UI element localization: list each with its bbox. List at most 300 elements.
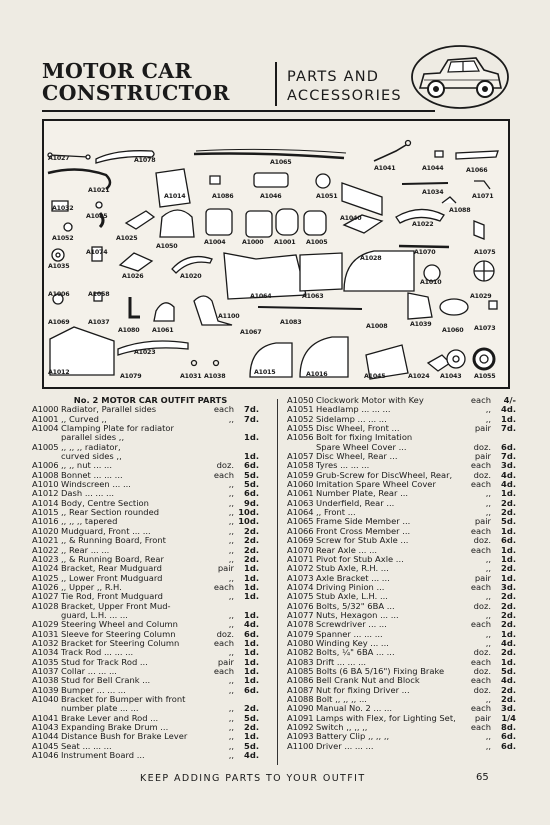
part-unit: doz. bbox=[473, 469, 491, 480]
part-unit: doz. bbox=[473, 684, 491, 695]
part-price: 7d. bbox=[244, 404, 259, 415]
part-unit: ,, bbox=[485, 609, 491, 620]
part-code: A1034 bbox=[32, 647, 59, 658]
part-code: A1026 bbox=[32, 581, 59, 592]
part-price: 6d. bbox=[501, 535, 516, 546]
part-price: 1d. bbox=[244, 675, 259, 686]
part-price: 6d. bbox=[501, 441, 516, 452]
parts-column-left bbox=[32, 396, 259, 760]
part-label: A1040 bbox=[340, 215, 362, 222]
part-code: A1083 bbox=[287, 656, 314, 667]
part-description: Driver ... ... ... bbox=[316, 740, 374, 751]
part-code: A1060 bbox=[287, 479, 314, 490]
part-code: A1086 bbox=[287, 675, 314, 686]
part-code: A1066 bbox=[287, 525, 314, 536]
part-code: A1008 bbox=[32, 469, 59, 480]
part-label: A1052 bbox=[52, 235, 74, 242]
parts-column-right bbox=[287, 396, 516, 751]
part-price: 2d. bbox=[501, 619, 516, 630]
part-price: 1d. bbox=[244, 451, 259, 462]
part-description: guard, L.H. ... ... bbox=[61, 609, 128, 620]
part-unit: ,, bbox=[485, 628, 491, 639]
part-code: A1012 bbox=[32, 488, 59, 499]
part-label: A1028 bbox=[360, 255, 382, 262]
part-price: 1d. bbox=[244, 572, 259, 583]
part-unit: ,, bbox=[485, 413, 491, 424]
part-label: A1025 bbox=[116, 235, 138, 242]
part-label: A1066 bbox=[466, 167, 488, 174]
part-code: A1072 bbox=[287, 563, 314, 574]
part-code: A1057 bbox=[287, 451, 314, 462]
part-description: Bonnet ... ... ... bbox=[61, 469, 123, 480]
part-label: A1055 bbox=[474, 373, 496, 380]
part-description: Sleeve for Steering Column bbox=[61, 628, 176, 639]
part-price: 1d. bbox=[501, 553, 516, 564]
part-unit: ,, bbox=[485, 553, 491, 564]
part-unit: doz. bbox=[216, 460, 234, 471]
part-price: 1d. bbox=[501, 572, 516, 583]
part-description: ,, Rear ... ... bbox=[61, 544, 110, 555]
part-description: Expanding Brake Drum ... bbox=[61, 722, 169, 733]
part-unit: ,, bbox=[228, 544, 234, 555]
part-unit: each bbox=[470, 479, 491, 490]
part-unit: pair bbox=[217, 656, 234, 667]
part-unit: pair bbox=[474, 451, 491, 462]
parts-illustration bbox=[42, 119, 510, 389]
part-price: 1d. bbox=[244, 656, 259, 667]
part-label: A1034 bbox=[422, 189, 444, 196]
part-description: Distance Bush for Brake Lever bbox=[61, 731, 188, 742]
part-unit: doz. bbox=[473, 665, 491, 676]
part-description: Screw for Stub Axle ... bbox=[316, 535, 409, 546]
part-code: A1031 bbox=[32, 628, 59, 639]
part-label: A1004 bbox=[204, 239, 226, 246]
part-description: Track Rod ... ... ... bbox=[61, 647, 134, 658]
part-code: A1073 bbox=[287, 572, 314, 583]
part-description: Tyres ... ... ... bbox=[316, 460, 370, 471]
subtitle-line-1: PARTS AND bbox=[287, 69, 380, 85]
part-description: Imitation Spare Wheel Cover bbox=[316, 479, 436, 490]
part-unit: doz. bbox=[473, 647, 491, 658]
part-description: Collar ... ... ... bbox=[61, 665, 117, 676]
part-price: 1d. bbox=[244, 581, 259, 592]
part-price: 2d. bbox=[501, 600, 516, 611]
part-price: 5d. bbox=[244, 712, 259, 723]
part-unit: ,, bbox=[228, 712, 234, 723]
part-unit: ,, bbox=[228, 497, 234, 508]
part-unit: ,, bbox=[228, 507, 234, 518]
part-price: 4d. bbox=[501, 479, 516, 490]
part-label: A1063 bbox=[302, 293, 324, 300]
part-description: Winding Key ... ... bbox=[316, 637, 389, 648]
car-emblem-icon bbox=[410, 44, 510, 110]
part-price: 4d. bbox=[501, 469, 516, 480]
part-price: 4d. bbox=[501, 637, 516, 648]
part-label: A1010 bbox=[420, 279, 442, 286]
part-price: 2d. bbox=[501, 497, 516, 508]
part-code: A1071 bbox=[287, 553, 314, 564]
part-unit: each bbox=[470, 703, 491, 714]
part-price: 2d. bbox=[244, 553, 259, 564]
part-unit: ,, bbox=[228, 722, 234, 733]
part-unit: each bbox=[470, 544, 491, 555]
part-price: 1d. bbox=[501, 488, 516, 499]
list-item bbox=[32, 751, 259, 760]
part-code: A1000 bbox=[32, 404, 59, 415]
parts-list bbox=[32, 396, 516, 766]
part-label: A1031 bbox=[180, 373, 202, 380]
part-code: A1014 bbox=[32, 497, 59, 508]
part-unit: doz. bbox=[473, 535, 491, 546]
part-label: A1086 bbox=[212, 193, 234, 200]
part-description: Stub Axle, L.H. ... bbox=[316, 591, 388, 602]
part-price: 1d. bbox=[244, 637, 259, 648]
part-price: 1d. bbox=[501, 544, 516, 555]
part-description: Spare Wheel Cover ... bbox=[316, 441, 407, 452]
part-description: ,, & Running Board, Rear bbox=[61, 553, 164, 564]
part-price: 2d. bbox=[501, 694, 516, 704]
part-label: A1015 bbox=[254, 369, 276, 376]
part-price: 8d. bbox=[501, 722, 516, 733]
part-description: ,, ,, ,, radiator, bbox=[61, 441, 121, 452]
part-unit: ,, bbox=[228, 591, 234, 602]
part-unit: each bbox=[470, 722, 491, 733]
part-price: 1d. bbox=[501, 628, 516, 639]
part-description: Bracket for Steering Column bbox=[61, 637, 180, 648]
part-label: A1083 bbox=[280, 319, 302, 326]
part-code: A1076 bbox=[287, 600, 314, 611]
part-label: A1064 bbox=[250, 293, 272, 300]
part-label: A1039 bbox=[410, 321, 432, 328]
part-description: Axle Bracket ... ... bbox=[316, 572, 390, 583]
part-price: 4d. bbox=[244, 619, 259, 630]
part-description: Sidelamp ... ... ... bbox=[316, 413, 387, 424]
part-label: A1022 bbox=[412, 221, 434, 228]
part-unit: each bbox=[470, 395, 491, 405]
part-label: A1058 bbox=[88, 291, 110, 298]
page-title bbox=[42, 60, 230, 104]
part-unit: doz. bbox=[473, 441, 491, 452]
part-description: ,, ,, nut ... ... bbox=[61, 460, 112, 471]
part-label: A1050 bbox=[156, 243, 178, 250]
part-unit: ,, bbox=[228, 647, 234, 658]
part-price: 5d. bbox=[501, 516, 516, 527]
part-code: A1041 bbox=[32, 712, 59, 723]
part-description: Drift ... ... ... bbox=[316, 656, 367, 667]
part-code: A1075 bbox=[287, 591, 314, 602]
part-description: Mudguard, Front ... ... bbox=[61, 525, 151, 536]
part-label: A1023 bbox=[134, 349, 156, 356]
part-description: Seat ... ... ... bbox=[61, 740, 112, 751]
part-label: A1080 bbox=[118, 327, 140, 334]
part-description: Bolts (6 BA 5/16") Fixing Brake bbox=[316, 665, 445, 676]
part-price: 10d. bbox=[238, 516, 259, 527]
part-unit: ,, bbox=[485, 507, 491, 518]
part-price: 1d. bbox=[244, 609, 259, 620]
part-label: A1029 bbox=[470, 293, 492, 300]
part-description: Lamps with Flex, for Lighting Set, bbox=[316, 712, 456, 723]
part-price: 1d. bbox=[501, 525, 516, 536]
part-price: 4/- bbox=[503, 395, 516, 405]
part-code: A1058 bbox=[287, 460, 314, 471]
part-unit: ,, bbox=[485, 488, 491, 499]
part-code: A1023 bbox=[32, 553, 59, 564]
part-unit: pair bbox=[474, 572, 491, 583]
part-price: 1d. bbox=[244, 563, 259, 574]
part-label: A1038 bbox=[204, 373, 226, 380]
part-code: A1082 bbox=[287, 647, 314, 658]
part-code: A1035 bbox=[32, 656, 59, 667]
part-label: A1024 bbox=[408, 373, 430, 380]
header-divider bbox=[275, 62, 277, 106]
part-label: A1079 bbox=[120, 373, 142, 380]
part-description: Windscreen ... ... bbox=[61, 479, 131, 490]
part-price: 6d. bbox=[501, 731, 516, 742]
part-description: parallel sides ,, bbox=[61, 432, 125, 443]
part-description: Nut for fixing Driver ... bbox=[316, 684, 410, 695]
part-price: 4d. bbox=[244, 750, 259, 761]
part-price: 10d. bbox=[238, 507, 259, 518]
part-price: 1d. bbox=[501, 656, 516, 667]
part-unit: ,, bbox=[485, 731, 491, 742]
part-price: 6d. bbox=[244, 488, 259, 499]
part-description: Body, Centre Section bbox=[61, 497, 149, 508]
part-code: A1061 bbox=[287, 488, 314, 499]
part-description: Nuts, Hexagon ... ... bbox=[316, 609, 399, 620]
part-code: A1039 bbox=[32, 684, 59, 695]
part-label: A1074 bbox=[86, 249, 108, 256]
part-code: A1078 bbox=[287, 619, 314, 630]
part-unit: ,, bbox=[228, 731, 234, 742]
part-unit: ,, bbox=[485, 591, 491, 602]
part-price: 3d. bbox=[501, 460, 516, 471]
part-price: 6d. bbox=[501, 740, 516, 751]
part-unit: ,, bbox=[228, 553, 234, 564]
part-unit: each bbox=[213, 404, 234, 415]
part-label: A1070 bbox=[414, 249, 436, 256]
part-label: A1041 bbox=[374, 165, 396, 172]
part-label: A1035 bbox=[48, 263, 70, 270]
part-label: A1061 bbox=[152, 327, 174, 334]
part-description: Spanner ... ... ... bbox=[316, 628, 383, 639]
part-description: ,, ,, ,, tapered bbox=[61, 516, 118, 527]
part-description: ,, & Running Board, Front bbox=[61, 535, 166, 546]
part-price: 2d. bbox=[501, 684, 516, 695]
list-item bbox=[287, 742, 516, 751]
part-code: A1021 bbox=[32, 535, 59, 546]
part-description: Tie Rod, Front Mudguard bbox=[61, 591, 163, 602]
part-price: 1d. bbox=[244, 665, 259, 676]
part-unit: each bbox=[213, 637, 234, 648]
part-description: Number Plate, Rear ... bbox=[316, 488, 409, 499]
part-description: curved sides ,, bbox=[61, 451, 122, 462]
part-description: Stub Axle, R.H. ... bbox=[316, 563, 389, 574]
part-code: A1040 bbox=[32, 694, 59, 704]
part-label: A1000 bbox=[242, 239, 264, 246]
part-code: A1006 bbox=[32, 460, 59, 471]
part-description: Brake Lever and Rod ... bbox=[61, 712, 159, 723]
part-label: A1032 bbox=[52, 205, 74, 212]
part-code: A1069 bbox=[287, 535, 314, 546]
part-price: 2d. bbox=[501, 647, 516, 658]
part-unit: ,, bbox=[485, 637, 491, 648]
part-unit: each bbox=[470, 525, 491, 536]
part-description: ,, Rear Section rounded bbox=[61, 507, 160, 518]
part-price: 7d. bbox=[244, 413, 259, 424]
part-price: 4d. bbox=[501, 675, 516, 686]
part-description: Disc Wheel, Front ... bbox=[316, 423, 400, 434]
part-price: 5d. bbox=[501, 665, 516, 676]
part-code: A1079 bbox=[287, 628, 314, 639]
part-code: A1024 bbox=[32, 563, 59, 574]
part-price: 4d. bbox=[501, 404, 516, 415]
part-code: A1028 bbox=[32, 600, 59, 611]
part-code: A1091 bbox=[287, 712, 314, 723]
part-unit: ,, bbox=[228, 413, 234, 424]
part-description: Grub-Screw for DiscWheel, Rear, bbox=[316, 469, 453, 480]
part-code: A1059 bbox=[287, 469, 314, 480]
part-price: 3d. bbox=[501, 703, 516, 714]
part-description: Clockwork Motor with Key bbox=[316, 395, 424, 405]
part-unit: ,, bbox=[228, 675, 234, 686]
part-description: Instrument Board ... bbox=[61, 750, 145, 761]
part-label: A1060 bbox=[442, 327, 464, 334]
part-label: A1021 bbox=[88, 187, 110, 194]
part-label: A1085 bbox=[86, 213, 108, 220]
part-code: A1027 bbox=[32, 591, 59, 602]
part-unit: ,, bbox=[228, 525, 234, 536]
part-unit: each bbox=[213, 581, 234, 592]
part-label: A1006 bbox=[48, 291, 70, 298]
part-description: Bolts, 5/32" 6BA ... bbox=[316, 600, 395, 611]
part-unit: ,, bbox=[485, 404, 491, 415]
part-code: A1056 bbox=[287, 432, 314, 443]
part-price: 7d. bbox=[501, 423, 516, 434]
part-label: A1046 bbox=[260, 193, 282, 200]
part-code: A1037 bbox=[32, 665, 59, 676]
part-description: Steering Wheel and Column bbox=[61, 619, 178, 630]
part-description: Bracket, Upper Front Mud- bbox=[61, 600, 171, 611]
part-description: Stud for Track Rod ... bbox=[61, 656, 148, 667]
part-code: A1043 bbox=[32, 722, 59, 733]
part-code: A1050 bbox=[287, 395, 314, 405]
part-price: 5d. bbox=[244, 740, 259, 751]
part-code: A1052 bbox=[287, 413, 314, 424]
part-unit: doz. bbox=[473, 600, 491, 611]
part-label: A1069 bbox=[48, 319, 70, 326]
part-code: A1051 bbox=[287, 404, 314, 415]
part-description: Bolt ,, ,, ,, ... bbox=[316, 694, 367, 704]
part-code: A1074 bbox=[287, 581, 314, 592]
part-label: A1100 bbox=[218, 313, 240, 320]
part-price: 5d. bbox=[244, 469, 259, 480]
header-rule bbox=[42, 110, 435, 112]
subtitle-line-2: ACCESSORIES bbox=[287, 88, 402, 104]
part-label: A1016 bbox=[306, 371, 328, 378]
part-price: 1d. bbox=[501, 413, 516, 424]
part-price: 5d. bbox=[244, 479, 259, 490]
part-description: ,, Lower Front Mudguard bbox=[61, 572, 163, 583]
part-code: A1004 bbox=[32, 423, 59, 434]
part-description: Screwdriver ... ... bbox=[316, 619, 387, 630]
part-price: 2d. bbox=[501, 563, 516, 574]
part-code: A1088 bbox=[287, 694, 314, 704]
part-unit: ,, bbox=[228, 479, 234, 490]
part-code: A1085 bbox=[287, 665, 314, 676]
part-description: Switch ,, ,, ,, bbox=[316, 722, 368, 733]
part-label: A1071 bbox=[472, 193, 494, 200]
part-label: A1043 bbox=[440, 373, 462, 380]
part-price: 2d. bbox=[501, 609, 516, 620]
part-unit: ,, bbox=[485, 740, 491, 751]
part-price: 1d. bbox=[244, 432, 259, 443]
part-unit: ,, bbox=[485, 563, 491, 574]
part-unit: pair bbox=[474, 712, 491, 723]
page-subtitle bbox=[287, 68, 402, 106]
part-description: ,, Curved ,, bbox=[61, 413, 107, 424]
part-code: A1065 bbox=[287, 516, 314, 527]
part-label: A1078 bbox=[134, 157, 156, 164]
part-label: A1075 bbox=[474, 249, 496, 256]
part-unit: ,, bbox=[485, 497, 491, 508]
part-code: A1063 bbox=[287, 497, 314, 508]
part-code: A1029 bbox=[32, 619, 59, 630]
part-code: A1064 bbox=[287, 507, 314, 518]
part-unit: ,, bbox=[485, 694, 491, 704]
part-description: Disc Wheel, Rear ... bbox=[316, 451, 398, 462]
part-code: A1080 bbox=[287, 637, 314, 648]
part-unit: ,, bbox=[228, 516, 234, 527]
part-unit: pair bbox=[217, 563, 234, 574]
part-code: A1087 bbox=[287, 684, 314, 695]
part-label: A1001 bbox=[274, 239, 296, 246]
part-label: A1067 bbox=[240, 329, 262, 336]
part-description: ,, Upper ,, R.H. bbox=[61, 581, 122, 592]
part-code: A1070 bbox=[287, 544, 314, 555]
page-number: 65 bbox=[476, 772, 489, 783]
part-code: A1100 bbox=[287, 740, 314, 751]
part-code: A1032 bbox=[32, 637, 59, 648]
part-unit: ,, bbox=[228, 488, 234, 499]
part-price: 1d. bbox=[244, 647, 259, 658]
part-unit: pair bbox=[474, 516, 491, 527]
part-price: 2d. bbox=[501, 507, 516, 518]
part-unit: ,, bbox=[228, 572, 234, 583]
part-unit: each bbox=[213, 665, 234, 676]
part-description: ,, Front ... bbox=[316, 507, 356, 518]
part-description: Bracket, Rear Mudguard bbox=[61, 563, 162, 574]
part-unit: ,, bbox=[228, 619, 234, 630]
part-price: 2d. bbox=[244, 525, 259, 536]
part-price: 1d. bbox=[244, 731, 259, 742]
part-unit: ,, bbox=[228, 609, 234, 620]
part-description: Headlamp ... ... ... bbox=[316, 404, 391, 415]
title-line-2: CONSTRUCTOR bbox=[42, 81, 230, 105]
list-heading: No. 2 MOTOR CAR OUTFIT PARTS bbox=[73, 395, 228, 405]
part-description: Clamping Plate for radiator bbox=[61, 423, 174, 434]
part-unit: pair bbox=[474, 423, 491, 434]
part-code: A1015 bbox=[32, 507, 59, 518]
part-description: Stud for Bell Crank ... bbox=[61, 675, 151, 686]
part-unit: each bbox=[470, 656, 491, 667]
part-description: Bolt for fixing Imitation bbox=[316, 432, 413, 443]
part-label: A1065 bbox=[270, 159, 292, 166]
part-price: 2d. bbox=[244, 722, 259, 733]
part-price: 2d. bbox=[244, 535, 259, 546]
part-description: Bolts, ¼" 6BA ... ... bbox=[316, 647, 395, 658]
footer-slogan: KEEP ADDING PARTS TO YOUR OUTFIT bbox=[140, 773, 366, 784]
part-label: A1027 bbox=[48, 155, 70, 162]
